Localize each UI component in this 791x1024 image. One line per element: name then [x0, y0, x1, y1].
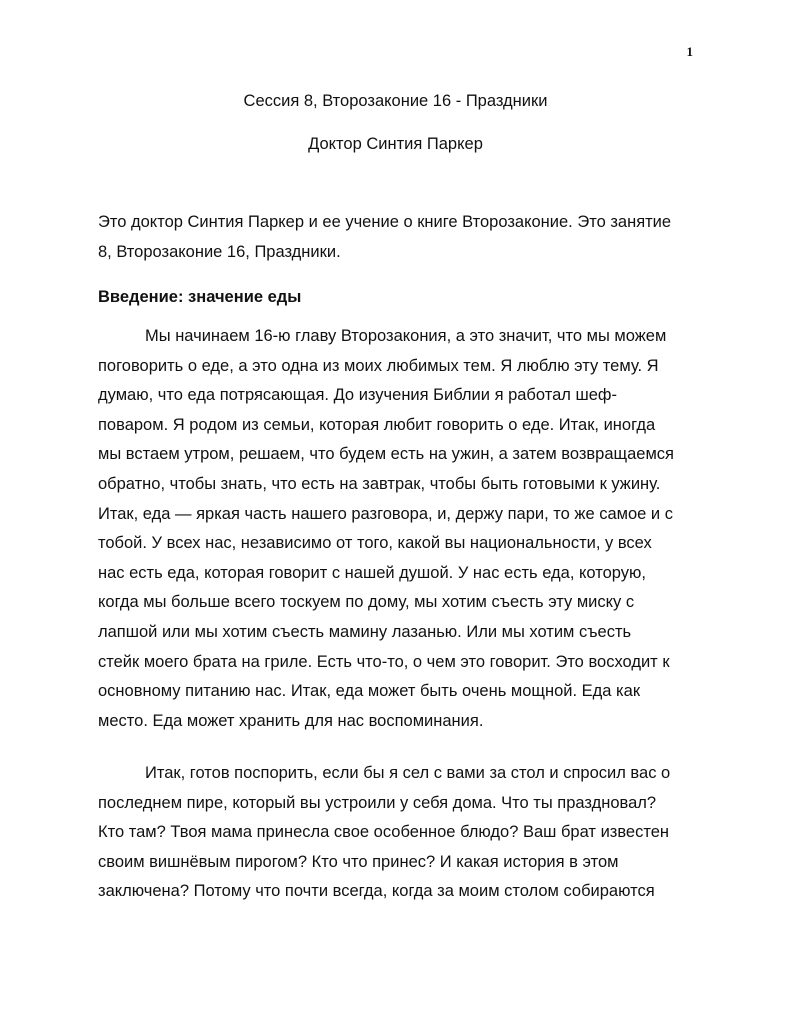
body-paragraph-2	[98, 759, 698, 907]
text-line: Итак, готов поспорить, если бы я сел с вами за стол и спросил вас о	[145, 764, 671, 782]
text-line: Кто там? Твоя мама принесла свое особенное блюдо? Ваш брат известен	[98, 823, 670, 842]
text-line: последнем пире, который вы устроили у себя дома. Что ты праздновал?	[98, 793, 657, 812]
text-line: стейк моего брата на гриле. Есть что-то, о чем это говорит. Это восходит к	[98, 652, 670, 671]
text-line: лапшой или мы хотим съесть мамину лазанью. Или мы хотим съесть	[98, 622, 632, 641]
text-line: когда мы больше всего тоскуем по дому, мы хотим съесть эту миску с	[98, 593, 635, 612]
intro-paragraph	[98, 208, 698, 267]
text-line: нас есть еда, которая говорит с нашей душой. У нас есть еда, которую,	[98, 563, 646, 582]
text-line: заключена? Потому что почти всегда, когда за моим столом собираются	[98, 882, 655, 901]
text-line: Мы начинаем 16-ю главу Второзакония, а это значит, что мы можем	[145, 327, 667, 345]
text-line: своим вишнёвым пирогом? Кто что принес? И какая история в этом	[98, 852, 619, 871]
text-line: обратно, чтобы знать, что есть на завтрак, чтобы быть готовыми к ужину.	[98, 474, 661, 493]
page-number: 1	[686, 44, 693, 59]
text-line: мы встаем утром, решаем, что будем есть на ужин, а затем возвращаемся	[98, 445, 674, 464]
text-line: Итак, еда — яркая часть нашего разговора, и, держу пари, то же самое и с	[98, 504, 673, 523]
text-line: место. Еда может хранить для нас воспоминания.	[98, 711, 484, 730]
text-line: тобой. У всех нас, независимо от того, какой вы национальности, у всех	[98, 534, 652, 553]
text-line: думаю, что еда потрясающая. До изучения Библии я работал шеф-	[98, 386, 617, 405]
text-line: поговорить о еде, а это одна из моих любимых тем. Я люблю эту тему. Я	[98, 356, 659, 375]
text-line: 8, Второзаконие 16, Праздники.	[98, 242, 341, 261]
text-line: Это доктор Синтия Паркер и ее учение о книге Второзаконие. Это занятие	[98, 213, 672, 231]
document-title: Сессия 8, Второзаконие 16 - Праздники	[243, 92, 548, 110]
body-paragraph-1	[98, 322, 698, 736]
section-heading: Введение: значение еды	[98, 288, 302, 306]
text-line: поваром. Я родом из семьи, которая любит говорить о еде. Итак, иногда	[98, 415, 656, 434]
document-author: Доктор Синтия Паркер	[308, 135, 483, 153]
text-line: основному питанию нас. Итак, еда может быть очень мощной. Еда как	[98, 682, 641, 701]
